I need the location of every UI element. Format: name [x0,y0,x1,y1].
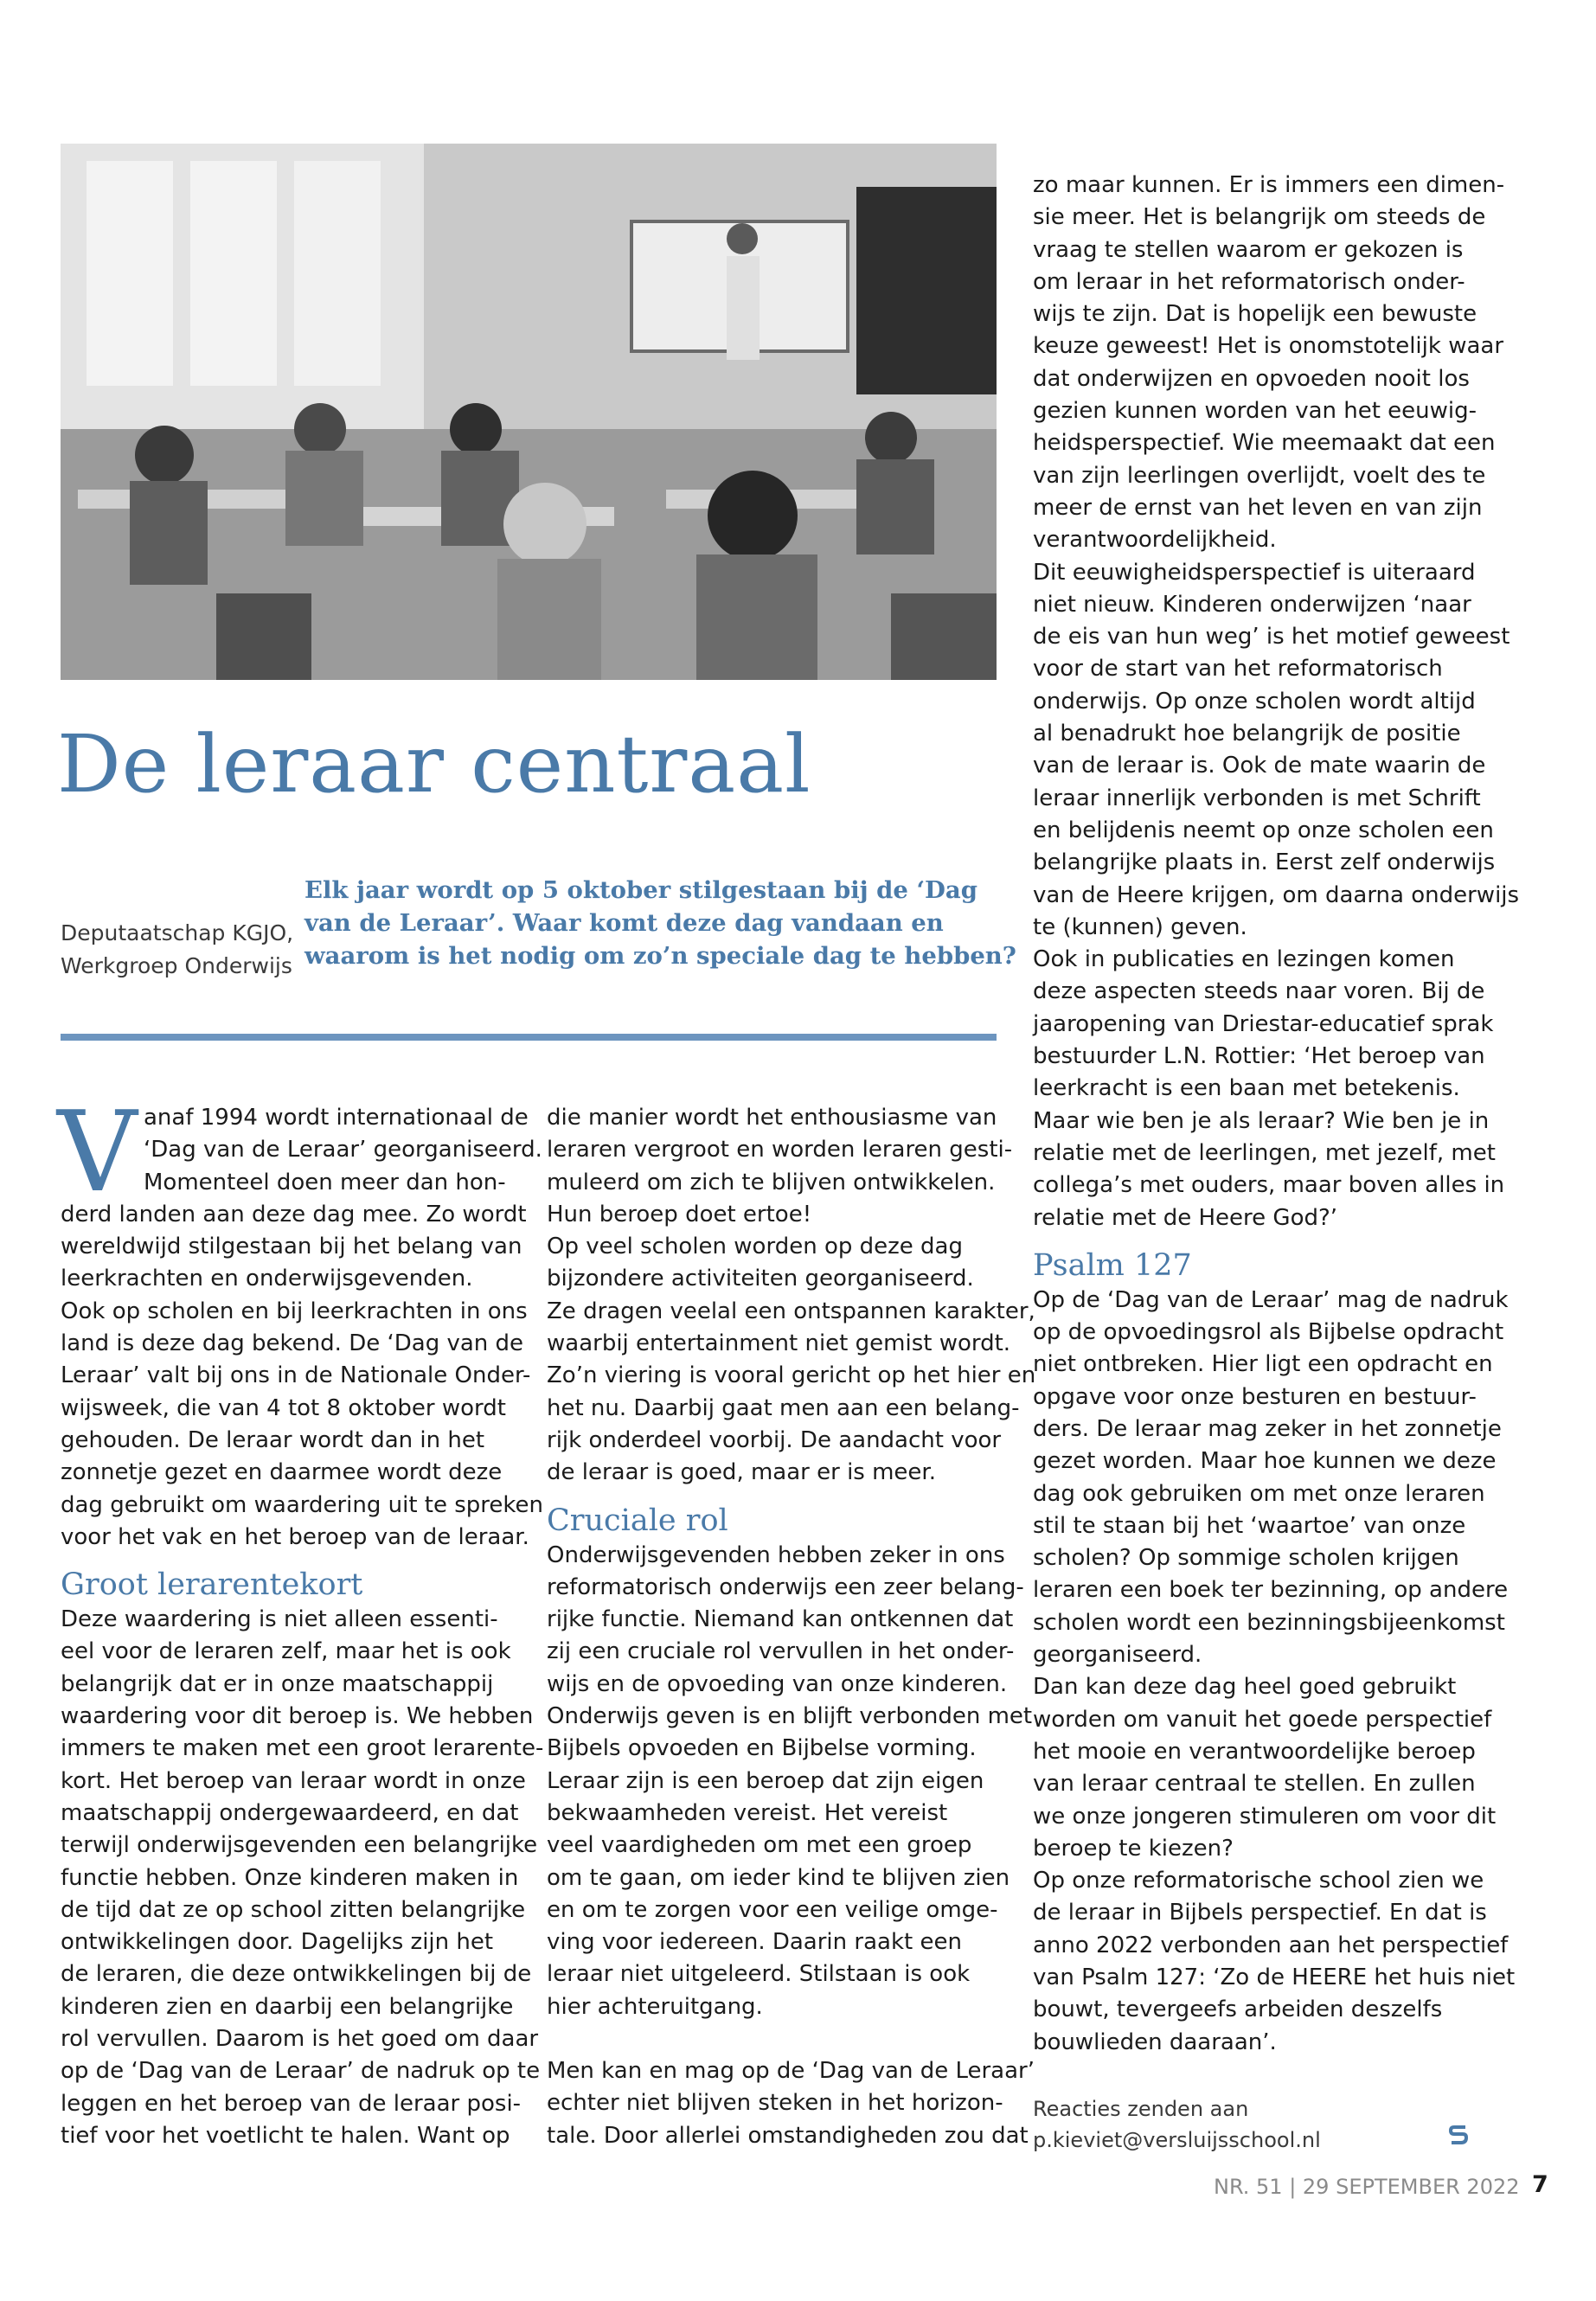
body-line: terwijl onderwijsgevenden een belangrijke [61,1832,538,1859]
body-line: op de ‘Dag van de Leraar’ de nadruk op te [61,2058,541,2085]
body-line: van Psalm 127: ‘Zo de HEERE het huis niet [1033,1965,1516,1991]
body-line: we onze jongeren stimuleren om voor dit [1033,1803,1497,1830]
paragraph-gap [547,2023,997,2055]
body-line: de leraren, die deze ontwikkelingen bij de [61,1961,532,1988]
author-line: Deputaatschap KGJO, [61,920,294,945]
body-line: Op veel scholen worden op deze dag [547,1234,963,1260]
body-line: waardering voor dit beroep is. We hebben [61,1703,534,1730]
body-line: meer de ernst van het leven en van zijn [1033,494,1483,521]
body-line: voor de start van het reformatorisch [1033,656,1443,683]
intro-line: waarom is het nodig om zo’n speciale dag te hebben? [304,942,1016,970]
body-line: Op onze reformatorische school zien we [1033,1868,1484,1894]
intro-line: van de Leraar’. Waar komt deze dag vandaan en [304,909,944,937]
body-line: belangrijk dat er in onze maatschappij [61,1670,494,1697]
body-line: beroep te kiezen? [1033,1835,1234,1862]
body-line: Bijbels opvoeden en Bijbelse vorming. [547,1735,977,1762]
body-line: scholen? Op sommige scholen krijgen [1033,1545,1459,1572]
body-line: Ook op scholen en bij leerkrachten in ons [61,1298,528,1324]
column-3 [1033,170,1520,2059]
reactions-block [1033,2093,1321,2156]
body-line: wereldwijd stilgestaan bij het belang van [61,1234,522,1260]
body-line: bouwlieden daaraan’. [1033,2029,1277,2055]
body-line: om te gaan, om ieder kind te blijven zien [547,1864,1010,1891]
body-line: relatie met de leerlingen, met jezelf, met [1033,1139,1496,1166]
body-line: de leraar is goed, maar er is meer. [547,1459,936,1486]
body-line: en om te zorgen voor een veilige omge- [547,1896,998,1923]
body-line: zonnetje gezet en daarmee wordt deze [61,1459,503,1486]
body-line: Ook in publicaties en lezingen komen [1033,946,1455,973]
drop-cap: V [57,1088,138,1217]
body-line: gezien kunnen worden van het eeuwig- [1033,398,1477,425]
body-line: kort. Het beroep van leraar wordt in onze [61,1767,526,1794]
body-line: niet ontbreken. Hier ligt een opdracht en [1033,1351,1493,1378]
body-line: deze aspecten steeds naar voren. Bij de [1033,978,1485,1005]
body-line: voor het vak en het beroep van de leraar. [61,1523,529,1550]
body-line: muleerd om zich te blijven ontwikkelen. [547,1169,996,1195]
body-line: wijsweek, die van 4 tot 8 oktober wordt [61,1394,506,1421]
body-line: bekwaamheden vereist. Het vereist [547,1799,948,1826]
body-line: gehouden. De leraar wordt dan in het [61,1426,485,1453]
body-line: kinderen zien en daarbij een belangrijke [61,1993,514,2020]
body-line: maatschappij ondergewaardeerd, en dat [61,1799,519,1826]
body-line: hier achteruitgang. [547,1993,763,2020]
body-line: gezet worden. Maar hoe kunnen we deze [1033,1448,1497,1475]
body-line: Op de ‘Dag van de Leraar’ mag de nadruk [1033,1286,1509,1313]
author-byline [61,917,320,983]
body-line: stil te staan bij het ‘waartoe’ van onze [1033,1512,1466,1539]
body-line: en belijdenis neemt op onze scholen een [1033,817,1494,843]
body-line: te (kunnen) geven. [1033,913,1247,940]
body-line: wijs te zijn. Dat is hopelijk een bewuste [1033,301,1477,328]
body-line: de leraar in Bijbels perspectief. En dat is [1033,1900,1487,1926]
body-line: niet nieuw. Kinderen onderwijzen ‘naar [1033,591,1471,618]
body-line: rijke functie. Niemand kan ontkennen dat [547,1606,1014,1633]
body-line: zij een cruciale rol vervullen in het onder- [547,1638,1015,1665]
body-line: die manier wordt het enthousiasme van [547,1105,997,1131]
body-line: wijs en de opvoeding van onze kinderen. [547,1670,1008,1697]
body-line: leraar niet uitgeleerd. Stilstaan is ook [547,1961,971,1988]
section-heading: Psalm 127 [1033,1247,1192,1283]
section-heading: Cruciale rol [547,1503,728,1538]
author-line: Werkgroep Onderwijs [61,953,292,978]
body-line: leraar innerlijk verbonden is met Schrift [1033,785,1481,811]
section-divider [61,1034,997,1041]
body-line: van de Heere krijgen, om daarna onderwijs [1033,881,1520,908]
issue-info: NR. 51 | 29 SEPTEMBER 2022 [1214,2175,1520,2199]
body-line: Onderwijsgevenden hebben zeker in ons [547,1541,1005,1568]
page-title: De leraar centraal [57,718,811,811]
body-line: Zo’n viering is vooral gericht op het hier en [547,1362,1036,1389]
body-line: leraren een boek ter bezinning, op andere [1033,1577,1509,1604]
body-line: leerkracht is een baan met betekenis. [1033,1075,1460,1102]
body-line: Men kan en mag op de ‘Dag van de Leraar’ [547,2058,1035,2085]
body-line: jaaropening van Driestar-educatief sprak [1033,1010,1494,1037]
body-line: bouwt, tevergeefs arbeiden deszelfs [1033,1997,1443,2023]
body-line: van de leraar is. Ook de mate waarin de [1033,753,1486,779]
body-line: belangrijke plaats in. Eerst zelf onderwijs [1033,849,1496,876]
body-line: Hun beroep doet ertoe! [547,1201,812,1227]
page-number: 7 [1532,2171,1548,2198]
end-mark-icon [1448,2125,1469,2145]
body-line: land is deze dag bekend. De ‘Dag van de [61,1330,524,1357]
reactions-email-link[interactable]: p.kieviet@versluijsschool.nl [1033,2128,1321,2152]
body-line: Leraar’ valt bij ons in de Nationale Onder- [61,1362,531,1389]
body-line: ving voor iedereen. Daarin raakt een [547,1929,962,1956]
body-line: functie hebben. Onze kinderen maken in [61,1864,519,1891]
body-line: onderwijs. Op onze scholen wordt altijd [1033,688,1476,715]
body-line: dag ook gebruiken om met onze leraren [1033,1480,1485,1507]
body-line: van zijn leerlingen overlijdt, voelt des te [1033,462,1486,489]
body-line: ontwikkelingen door. Dagelijks zijn het [61,1929,494,1956]
body-line: het nu. Daarbij gaat men aan een belang- [547,1394,1020,1421]
body-line: georganiseerd. [1033,1642,1202,1669]
body-line: om leraar in het reformatorisch onder- [1033,268,1465,295]
body-line: Leraar zijn is een beroep dat zijn eigen [547,1767,984,1794]
body-line: collega’s met ouders, maar boven alles in [1033,1172,1505,1199]
body-line: ‘Dag van de Leraar’ georganiseerd. [144,1137,542,1163]
body-line: dag gebruikt om waardering uit te spreken [61,1491,544,1518]
body-line: ders. De leraar mag zeker in het zonnetje [1033,1415,1502,1442]
body-line: derd landen aan deze dag mee. Zo wordt [61,1201,527,1227]
body-line: opgave voor onze besturen en bestuur- [1033,1383,1477,1410]
article-intro [304,874,1016,972]
body-line: tief voor het voetlicht te halen. Want op [61,2122,510,2149]
body-line: Dit eeuwigheidsperspectief is uiteraard [1033,559,1476,586]
body-line: Deze waardering is niet alleen essenti- [61,1606,498,1633]
body-line: leraren vergroot en worden leraren gesti- [547,1137,1013,1163]
body-line: rijk onderdeel voorbij. De aandacht voor [547,1426,1002,1453]
body-line: immers te maken met een groot lerarente- [61,1735,544,1762]
body-line: Dan kan deze dag heel goed gebruikt [1033,1674,1457,1701]
body-line: Maar wie ben je als leraar? Wie ben je in [1033,1107,1490,1134]
body-line: keuze geweest! Het is onomstotelijk waar [1033,333,1504,360]
body-line: heidsperspectief. Wie meemaakt dat een [1033,430,1496,457]
body-line: de eis van hun weg’ is het motief geweest [1033,624,1510,651]
column-1 [61,1102,544,2152]
body-line: vraag te stellen waarom er gekozen is [1033,236,1464,263]
body-line: relatie met de Heere God?’ [1033,1204,1338,1231]
body-line: al benadrukt hoe belangrijk de positie [1033,721,1461,747]
body-line: de tijd dat ze op school zitten belangrijke [61,1896,526,1923]
body-line: tale. Door allerlei omstandigheden zou dat [547,2122,1029,2149]
body-line: anaf 1994 wordt internationaal de [144,1105,529,1131]
section-heading: Groot lerarentekort [61,1567,363,1603]
body-line: verantwoordelijkheid. [1033,527,1277,554]
body-line: het mooie en verantwoordelijke beroep [1033,1738,1476,1765]
body-line: Ze dragen veelal een ontspannen karakter, [547,1298,1035,1324]
body-line: worden om vanuit het goede perspectief [1033,1706,1492,1733]
body-line: eel voor de leraren zelf, maar het is ook [61,1638,511,1665]
intro-line: Elk jaar wordt op 5 oktober stilgestaan bij de ‘Dag [304,876,977,904]
body-line: dat onderwijzen en opvoeden nooit los [1033,365,1470,392]
reactions-label: Reacties zenden aan [1033,2097,1249,2121]
column-2 [547,1102,1036,2152]
body-line: echter niet blijven steken in het horizon- [547,2090,1003,2117]
body-line: Onderwijs geven is en blijft verbonden met [547,1703,1033,1730]
body-line: sie meer. Het is belangrijk om steeds de [1033,204,1486,231]
body-line: zo maar kunnen. Er is immers een dimen- [1033,172,1505,198]
body-line: Momenteel doen meer dan hon- [144,1169,506,1195]
body-line: bestuurder L.N. Rottier: ‘Het beroep van [1033,1043,1485,1070]
body-line: op de opvoedingsrol als Bijbelse opdracht [1033,1319,1504,1346]
body-line: van leraar centraal te stellen. En zullen [1033,1771,1476,1798]
body-line: waarbij entertainment niet gemist wordt. [547,1330,1011,1357]
body-line: scholen wordt een bezinningsbijeenkomst [1033,1609,1505,1636]
body-line: leggen en het beroep van de leraar posi- [61,2090,522,2117]
classroom-photo [61,144,997,680]
body-line: leerkrachten en onderwijsgevenden. [61,1266,473,1292]
body-line: reformatorisch onderwijs een zeer belang- [547,1574,1024,1600]
body-line: veel vaardigheden om met een groep [547,1832,972,1859]
body-line: bijzondere activiteiten georganiseerd. [547,1266,974,1292]
body-line: anno 2022 verbonden aan het perspectief [1033,1932,1509,1958]
body-line: rol vervullen. Daarom is het goed om daar [61,2026,539,2053]
